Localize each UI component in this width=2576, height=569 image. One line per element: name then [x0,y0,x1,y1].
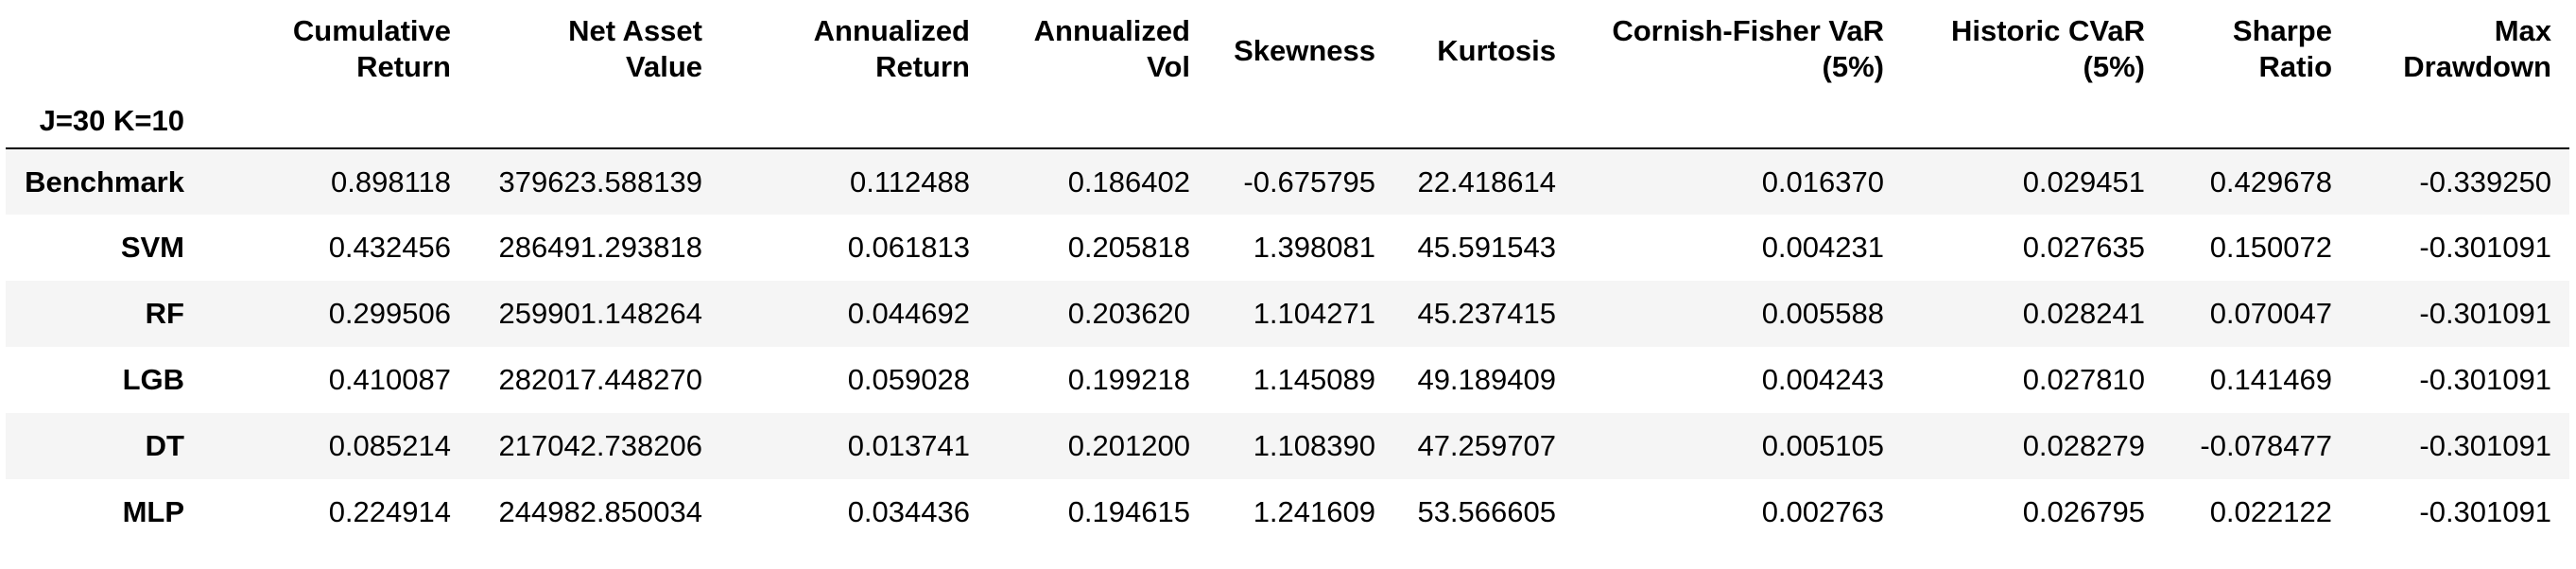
table-cell: 1.108390 [1253,429,1375,462]
index-row-spacer [2163,95,2350,148]
table-cell: 0.034436 [847,495,970,528]
column-header-annualized-vol [988,13,1208,95]
column-header-cornish-fisher-var [1574,13,1902,95]
table-cell: 0.022122 [2209,495,2332,528]
table-row [6,479,2569,545]
header-line: (5%) [2083,50,2145,83]
table-cell: 0.028241 [2022,297,2145,330]
table-cell: 0.027810 [2022,363,2145,396]
table-cell: 49.189409 [1417,363,1556,396]
table-cell: 1.145089 [1253,363,1375,396]
table-row [6,281,2569,347]
column-header-max-drawdown [2350,13,2569,95]
table-cell: 1.104271 [1253,297,1375,330]
table-cell: 0.044692 [847,297,970,330]
header-line: Return [356,50,451,83]
column-header-kurtosis [1393,13,1574,95]
table-cell: 0.410087 [328,363,451,396]
table-cell: 45.237415 [1417,297,1556,330]
row-label: LGB [122,363,184,396]
header-line: Return [875,50,970,83]
table-cell: -0.301091 [2419,495,2551,528]
table-cell: 0.004231 [1761,231,1884,264]
index-row-spacer [988,95,1208,148]
table-cell: -0.339250 [2419,164,2551,198]
table-cell: 0.002763 [1761,495,1884,528]
table-cell: 0.004243 [1761,363,1884,396]
table-row [6,413,2569,479]
table-cell: -0.301091 [2419,231,2551,264]
header-line: Historic CVaR [1950,14,2145,47]
table-cell: 22.418614 [1417,164,1556,198]
table-cell: 0.061813 [847,231,970,264]
table-cell: 0.085214 [328,429,451,462]
column-header-row [6,13,2569,95]
table-cell: 0.029451 [2022,164,2145,198]
column-header-historic-cvar [1902,13,2163,95]
table-cell: 0.005588 [1761,297,1884,330]
header-line: Annualized [1033,14,1190,47]
header-line: Drawdown [2403,50,2551,83]
table-cell: 0.005105 [1761,429,1884,462]
header-corner [6,13,202,95]
table-cell: 259901.148264 [498,297,702,330]
index-row-spacer [720,95,988,148]
table-cell: 0.016370 [1761,164,1884,198]
header-line: Value [626,50,702,83]
index-row-spacer [2350,95,2569,148]
table-cell: 0.432456 [328,231,451,264]
header-line: Cumulative [292,14,451,47]
column-header-skewness [1208,13,1393,95]
table-cell: 0.194615 [1067,495,1190,528]
table-cell: 282017.448270 [498,363,702,396]
table-cell: 0.201200 [1067,429,1190,462]
table-cell: 0.026795 [2022,495,2145,528]
table-cell: 1.241609 [1253,495,1375,528]
index-row-spacer [202,95,469,148]
header-line: Net Asset [568,14,702,47]
column-header-sharpe-ratio [2163,13,2350,95]
table-cell: 217042.738206 [498,429,702,462]
header-line: Cornish-Fisher VaR [1612,14,1884,47]
table-cell: 0.203620 [1067,297,1190,330]
table-cell: -0.078477 [2200,429,2332,462]
column-header-cumulative-return [202,13,469,95]
table-cell: 1.398081 [1253,231,1375,264]
table-header [6,13,2569,148]
row-label: RF [145,297,184,330]
table-cell: 0.028279 [2022,429,2145,462]
table-cell: -0.675795 [1243,164,1375,198]
row-label: Benchmark [25,164,184,198]
table-cell: -0.301091 [2419,297,2551,330]
table-cell: 286491.293818 [498,231,702,264]
table-cell: 47.259707 [1417,429,1556,462]
table-row [6,215,2569,281]
table-row [6,148,2569,215]
header-line: Ratio [2258,50,2332,83]
table-cell: 0.027635 [2022,231,2145,264]
index-row-spacer [1208,95,1393,148]
table-cell: 379623.588139 [498,164,702,198]
header-line: Annualized [813,14,970,47]
table-cell: 0.199218 [1067,363,1190,396]
table-body [6,148,2569,545]
table-cell: 0.059028 [847,363,970,396]
table-cell: 0.205818 [1067,231,1190,264]
index-row-spacer [469,95,720,148]
table-row [6,347,2569,413]
table-cell: 0.150072 [2209,231,2332,264]
index-row-spacer [1393,95,1574,148]
table-cell: 0.013741 [847,429,970,462]
index-row-spacer [1574,95,1902,148]
header-line: Kurtosis [1437,34,1556,67]
table-cell: 0.898118 [331,164,451,198]
header-line: Sharpe [2232,14,2332,47]
table-cell: -0.301091 [2419,429,2551,462]
table-cell: 53.566605 [1417,495,1556,528]
table-cell: 244982.850034 [498,495,702,528]
table-cell: 0.299506 [328,297,451,330]
header-line: (5%) [1822,50,1884,83]
header-line: Skewness [1234,34,1375,67]
table-cell: 45.591543 [1417,231,1556,264]
results-table [6,13,2569,545]
index-name: J=30 K=10 [6,95,202,148]
row-label: MLP [122,495,184,528]
table-cell: 0.224914 [328,495,451,528]
table-cell: 0.141469 [2209,363,2332,396]
index-row-spacer [1902,95,2163,148]
row-label: DT [145,429,184,462]
header-line: Max [2494,14,2551,47]
table-cell: 0.429678 [2209,164,2332,198]
table-cell: 0.186402 [1067,164,1190,198]
table-cell: 0.070047 [2209,297,2332,330]
column-header-annualized-return [720,13,988,95]
table-cell: -0.301091 [2419,363,2551,396]
column-header-net-asset-value [469,13,720,95]
header-line: Vol [1147,50,1190,83]
row-label: SVM [120,231,184,264]
table-cell: 0.112488 [850,164,970,198]
index-name-row [6,95,2569,148]
